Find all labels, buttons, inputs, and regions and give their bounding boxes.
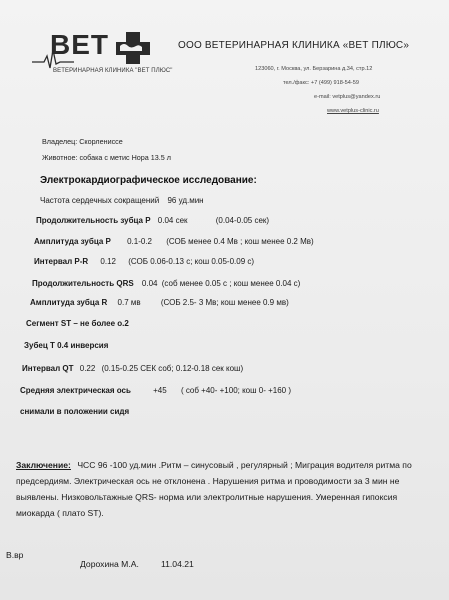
- row-value: +45: [153, 386, 167, 395]
- row-electrical-axis: [20, 386, 291, 395]
- owner-field: Владелец: Скорлениссе: [42, 137, 123, 146]
- row-pr-interval: [34, 257, 254, 266]
- signature-role: В.вр: [6, 550, 24, 560]
- row-label: снимали в положении сидя: [20, 407, 130, 416]
- row-label: Частота сердечных сокращений: [40, 196, 160, 205]
- animal-field: Животное: собака с метис Нора 13.5 л: [42, 153, 171, 162]
- clinic-phone: тел./факс: +7 (499) 918-54-59: [283, 80, 359, 86]
- row-label: Продолжительность QRS: [32, 279, 134, 288]
- row-norm: (соб менее 0.05 с ; кош менее 0.04 с): [161, 279, 301, 288]
- conclusion-lead: Заключение:: [16, 460, 71, 470]
- row-value: 0.22: [79, 364, 96, 373]
- row-value: 0.04: [141, 279, 158, 288]
- conclusion-block: [16, 457, 436, 521]
- row-value: 0.7 мв: [117, 298, 141, 307]
- row-value: 0.04 сек: [157, 216, 188, 225]
- clinic-logo: [30, 28, 170, 86]
- row-value: 0.12: [100, 257, 116, 266]
- row-label: Интервал P-R: [34, 257, 89, 266]
- row-label: Амплитуда зубца P: [34, 237, 111, 246]
- row-value: 0.1-0.2: [127, 237, 152, 246]
- row-qrs-duration: [32, 279, 300, 288]
- row-p-duration: [36, 216, 269, 225]
- row-t-wave: [24, 341, 108, 350]
- row-p-amplitude: [34, 237, 314, 246]
- row-label: Сегмент ST – не более о.2: [26, 319, 129, 328]
- row-norm: (СОБ 2.5- 3 Мв; кош менее 0.9 мв): [160, 298, 289, 307]
- conclusion-text: ЧСС 96 -100 уд.мин .Ритм – синусовый , регулярный ; Миграция водителя ритма по предсердиям. Электрическая ось не отклонена . Нарушения ритма и проводимости за 3 мин не выявлены. Низковольтажные QRS- норма или электролитные нарушения. Умеренная гипоксия миокарда ( плато ST).: [16, 460, 412, 518]
- row-qt-interval: [22, 364, 243, 373]
- clinic-email: e-mail: vetplus@yandex.ru: [314, 94, 381, 100]
- row-norm: (СОБ 0.06-0.13 с; кош 0.05-0.09 с): [128, 257, 255, 266]
- row-st-segment: [26, 319, 129, 328]
- row-position-note: [20, 407, 129, 416]
- clinic-name: ООО ВЕТЕРИНАРНАЯ КЛИНИКА «ВЕТ ПЛЮС»: [178, 40, 410, 51]
- row-label: Зубец Т 0.4 инверсия: [24, 341, 109, 350]
- row-r-amplitude: [30, 298, 289, 307]
- row-label: Продолжительность зубца P: [36, 216, 151, 225]
- row-norm: (СОБ менее 0.4 Мв ; кош менее 0.2 Мв): [166, 237, 314, 246]
- row-norm: (0.04-0.05 сек): [215, 216, 270, 225]
- row-norm: ( соб +40- +100; кош 0- +160 ): [180, 386, 292, 395]
- row-label: Средняя электрическая ось: [20, 386, 131, 395]
- row-label: Амплитуда зубца R: [30, 298, 108, 307]
- row-norm: (0.15-0.25 СЕК соб; 0.12-0.18 сек кош): [101, 364, 244, 373]
- row-label: Интервал QT: [22, 364, 74, 373]
- signature-doctor: Дорохина М.А.: [80, 559, 139, 569]
- row-heart-rate: [40, 196, 204, 205]
- logo-subtitle: ВЕТЕРИНАРНАЯ КЛИНИКА "ВЕТ ПЛЮС": [53, 68, 173, 74]
- study-title: Электрокардиографическое исследование:: [40, 175, 257, 186]
- row-value: 96 уд.мин: [167, 196, 204, 205]
- clinic-address: 123060, г. Москва, ул. Берзарина д.34, стр.12: [255, 66, 373, 72]
- signature-date: 11.04.21: [161, 559, 194, 569]
- logo-text: ВЕТ: [50, 29, 109, 60]
- clinic-website: www.vetplus-clinic.ru: [327, 108, 379, 114]
